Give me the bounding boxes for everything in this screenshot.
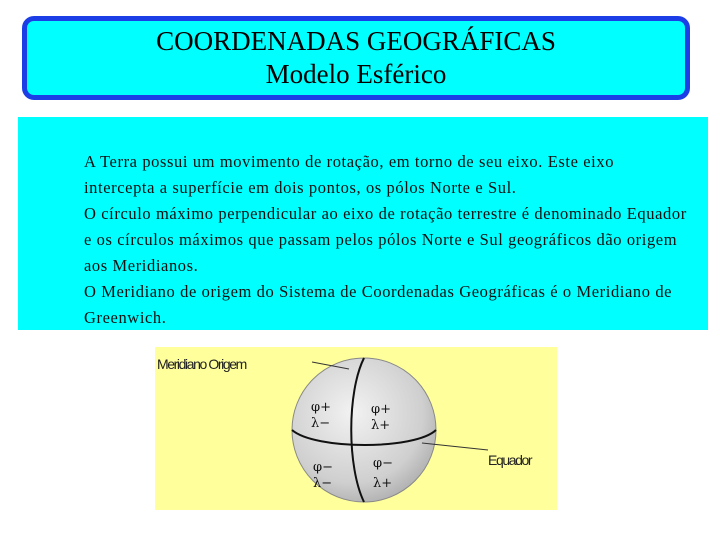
symbol-lower-left-lambda: λ− bbox=[313, 476, 333, 491]
sphere-figure bbox=[155, 347, 557, 510]
label-equator: Equador bbox=[488, 452, 532, 468]
label-meridian-origin: Meridiano Origem bbox=[157, 356, 246, 372]
symbol-upper-right-phi: φ+ bbox=[371, 402, 391, 417]
symbol-upper-left-lambda: λ− bbox=[311, 416, 331, 431]
slide-subtitle: Modelo Esférico bbox=[265, 59, 447, 89]
symbol-upper-left-phi: φ+ bbox=[311, 400, 331, 415]
symbol-lower-right-lambda: λ+ bbox=[373, 476, 393, 491]
paragraph-rotation: A Terra possui um movimento de rotação, em torno de seu eixo. Este eixo intercepta a superfície em dois pontos, os pólos Norte e Sul. bbox=[84, 152, 615, 197]
sphere-diagram bbox=[155, 347, 557, 510]
paragraph-greenwich: O Meridiano de origem do Sistema de Coordenadas Geográficas é o Meridiano de Greenwich. bbox=[84, 282, 673, 327]
symbol-lower-right-phi: φ− bbox=[373, 456, 393, 471]
text-panel bbox=[18, 117, 708, 330]
slide-title: COORDENADAS GEOGRÁFICAS bbox=[156, 26, 556, 56]
paragraph-equator: O círculo máximo perpendicular ao eixo de rotação terrestre é denominado Equador e os círculos máximos que passam pelos pólos Norte e Sul geográficos dão origem aos Meridianos. bbox=[84, 204, 687, 275]
symbol-upper-right-lambda: λ+ bbox=[371, 418, 391, 433]
title-box bbox=[22, 16, 690, 100]
symbol-lower-left-phi: φ− bbox=[313, 460, 333, 475]
